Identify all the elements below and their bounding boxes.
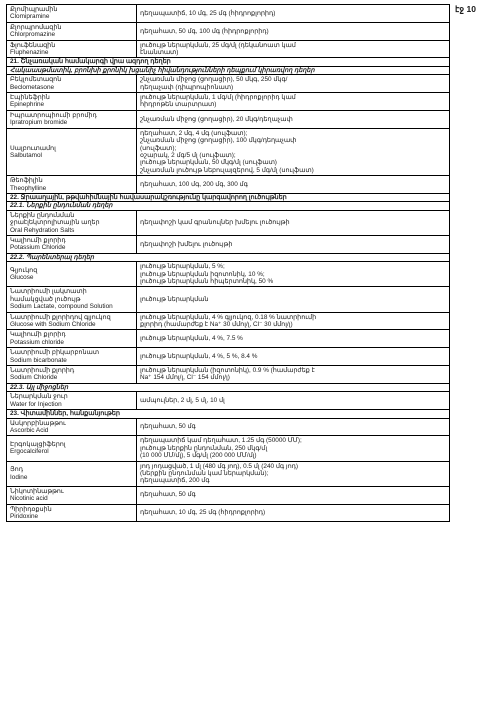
table-row	[7, 75, 450, 93]
dosage-form-cell: լուծույթ ներարկման, 1 մգ/մլ (հիդրոքլորիդ կամ հիդրոթեն տարտրատ)	[137, 93, 450, 111]
dosage-form-cell: լուծույթ ներարկման, 4 %, 7.5 %	[137, 330, 450, 348]
drug-name-cell: Նատրիումի քլորիդով գլյուկոզ Glucose with Sodium Chloride	[7, 312, 137, 330]
section-heading-row	[7, 193, 450, 201]
subsection-heading: 22.3. Այլ միջոցներ	[7, 383, 450, 391]
dosage-form-cell: լուծույթ ներարկման, 4 %, 5 %, 8.4 %	[137, 348, 450, 366]
dosage-form-cell: դեղափոշի կամ գրանուլներ խմելու լուծույթի	[137, 210, 450, 235]
drug-name-cell: Ֆլուֆենազին Fluphenazine	[7, 40, 137, 58]
table-row	[7, 461, 450, 486]
table-row	[7, 128, 450, 175]
drug-name-cell: Էրգոկալցիֆերոլ Ergocalciferol	[7, 436, 137, 461]
dosage-form-cell: լուծույթ ներարկման, 25 մգ/մլ (դեկանոատ կամ էնանտատ)	[137, 40, 450, 58]
table-row	[7, 93, 450, 111]
dosage-form-cell: դեղափոշի խմելու լուծույթի	[137, 235, 450, 253]
drug-name-cell: Սալբուտամոլ Salbutamol	[7, 128, 137, 175]
drug-name-cell: Ասկորբինաթթու Ascorbic Acid	[7, 418, 137, 436]
dosage-form-cell: լուծույթ ներարկման	[137, 287, 450, 312]
table-row	[7, 235, 450, 253]
drug-name-cell: Թեոֆիլին Theophylline	[7, 176, 137, 194]
page-number: էջ 10	[455, 4, 476, 14]
dosage-form-cell: ամպուլներ, 2 մլ, 5 մլ, 10 մլ	[137, 392, 450, 410]
table-row	[7, 287, 450, 312]
drug-table-body	[7, 5, 450, 522]
subsection-heading: 22.1. Ներքին ընդունման դեղեր	[7, 202, 450, 210]
drug-name-cell: Կալիումի քլորիդ Potassium Chloride	[7, 235, 137, 253]
drug-name-cell: Իպրատրոպիումի բրոմիդ Ipratropium bromide	[7, 110, 137, 128]
drug-name-cell: Պիրիդօքսին Piridoxine	[7, 504, 137, 522]
dosage-form-cell: դեղահատ, 2 մգ, 4 մգ (սուլֆատ); շնչառման միջոց (ցողացիր), 100 մկգ/դեղաչափ (սուլֆատ); օշարակ, 2 մգ/5 մլ (սուլֆատ); լուծույթ ներարկման, 50 մկգ/մլ (սուլֆատ) շնչառման լուծույթ նեբուլայզերով, 5 մգ/մլ (սուլֆատ)	[137, 128, 450, 175]
table-row	[7, 366, 450, 384]
table-row	[7, 348, 450, 366]
subsection-heading-row	[7, 383, 450, 391]
section-heading: 23. Վիտամիններ, հանքանյութեր	[7, 410, 450, 418]
drug-name-cell: Յոդ Iodine	[7, 461, 137, 486]
section-heading: 22. Ջրաաղային, թթվահիմնային հավասարակշռությունը կարգավորող լուծույթներ	[7, 193, 450, 201]
drug-name-cell: Նատրիումի բիկարբոնատ Sodium bicarbonate	[7, 348, 137, 366]
section-heading-row	[7, 410, 450, 418]
table-row	[7, 110, 450, 128]
dosage-form-cell: լուծույթ ներարկման, 4 % գլյուկոզ, 0.18 % նատրիումի քլորիդ (համարժեք է Na⁺ 30 մմոլ/լ, Cl⁻ 30 մմոլ/լ)	[137, 312, 450, 330]
drug-name-cell: Քլորպրոմազին Chlorpromazine	[7, 22, 137, 40]
dosage-form-cell: դեղահատ, 50 մգ, 100 մգ (հիդրոքլորիդ)	[137, 22, 450, 40]
section-heading: 21. Շնչառական համակարգի վրա ազդող դեղեր	[7, 58, 450, 66]
dosage-form-cell: լուծույթ ներարկման (իզոտոնիկ), 0.9 % (համարժեք է Na⁺ 154 մմոլ/լ, Cl⁻ 154 մմոլ/լ)	[137, 366, 450, 384]
table-row	[7, 5, 450, 23]
table-row	[7, 262, 450, 287]
dosage-form-cell: լուծույթ ներարկման, 5 %; լուծույթ ներարկման իզոտոնիկ, 10 %; լուծույթ ներարկման հիպերտոնիկ, 50 %	[137, 262, 450, 287]
table-row	[7, 486, 450, 504]
subsection-heading-row	[7, 202, 450, 210]
dosage-form-cell: դեղահատ, 10 մգ, 25 մգ (հիդրոքլորիդ)	[137, 504, 450, 522]
drug-name-cell: Ներարկման ջուր Water for Injection	[7, 392, 137, 410]
table-row	[7, 392, 450, 410]
drug-name-cell: Նիկոտինաթթու Nicotinic acid	[7, 486, 137, 504]
drug-name-cell: Կալիումի քլորիդ Potassium chloride	[7, 330, 137, 348]
drug-name-cell: Բեկլոմետազոն Beclometasone	[7, 75, 137, 93]
table-row	[7, 504, 450, 522]
dosage-form-cell: դեղապատիճ, 10 մգ, 25 մգ (հիդրոքլորիդ)	[137, 5, 450, 23]
drug-name-cell: Ներքին ընդունման ջրաէլեկտրոլիտային աղեր Oral Rehydration Salts	[7, 210, 137, 235]
table-row	[7, 210, 450, 235]
dosage-form-cell: դեղահատ, 50 մգ	[137, 418, 450, 436]
drug-name-cell: Էպինեֆրին Epinephrine	[7, 93, 137, 111]
drug-name-cell: Գլյուկոզ Glucose	[7, 262, 137, 287]
drug-name-cell: Նատրիումի լակտատի համակցված լուծույթ Sodium Lactate, compound Solution	[7, 287, 137, 312]
subsection-heading-row	[7, 66, 450, 74]
dosage-form-cell: դեղահատ, 100 մգ, 200 մգ, 300 մգ	[137, 176, 450, 194]
table-row	[7, 40, 450, 58]
subsection-heading: Հակաասթմատիկ, բրոնխի քրոնիկ խցանիչ հիվանդությունների դեպքում կիրառվող դեղեր	[7, 66, 450, 74]
subsection-heading-row	[7, 253, 450, 261]
table-row	[7, 312, 450, 330]
table-row	[7, 176, 450, 194]
dosage-form-cell: դեղապատիճ կամ դեղահատ, 1.25 մգ (50000 ՄՄ); լուծույթ ներքին ընդունման, 250 մկգ/մլ (10 000 ՄՄ/մլ), 5 մգ/մլ (200 000 ՄՄ/մլ)	[137, 436, 450, 461]
section-heading-row	[7, 58, 450, 66]
drug-name-cell: Նատրիումի քլորիդ Sodium Chloride	[7, 366, 137, 384]
table-row	[7, 418, 450, 436]
dosage-form-cell: շնչառման միջոց (ցողացիր), 20 մկգ/դեղաչափ	[137, 110, 450, 128]
dosage-form-cell: դեղահատ, 50 մգ	[137, 486, 450, 504]
subsection-heading: 22.2. Պարենտերալ դեղեր	[7, 253, 450, 261]
drug-table	[6, 4, 450, 522]
drug-name-cell: Քլոմիպրամին Clomipramine	[7, 5, 137, 23]
table-row	[7, 330, 450, 348]
table-row	[7, 22, 450, 40]
dosage-form-cell: շնչառման միջոց (ցողացիր), 50 մկգ, 250 մկգ/ դեղաչափ (դիպրոպիոնատ)	[137, 75, 450, 93]
table-row	[7, 436, 450, 461]
dosage-form-cell: յոդ յոդացված, 1 մլ (480 մգ յոդ), 0.5 մլ (240 մգ յոդ) (ներքին ընդունման կամ ներարկման); դեղապատիճ, 200 մգ	[137, 461, 450, 486]
